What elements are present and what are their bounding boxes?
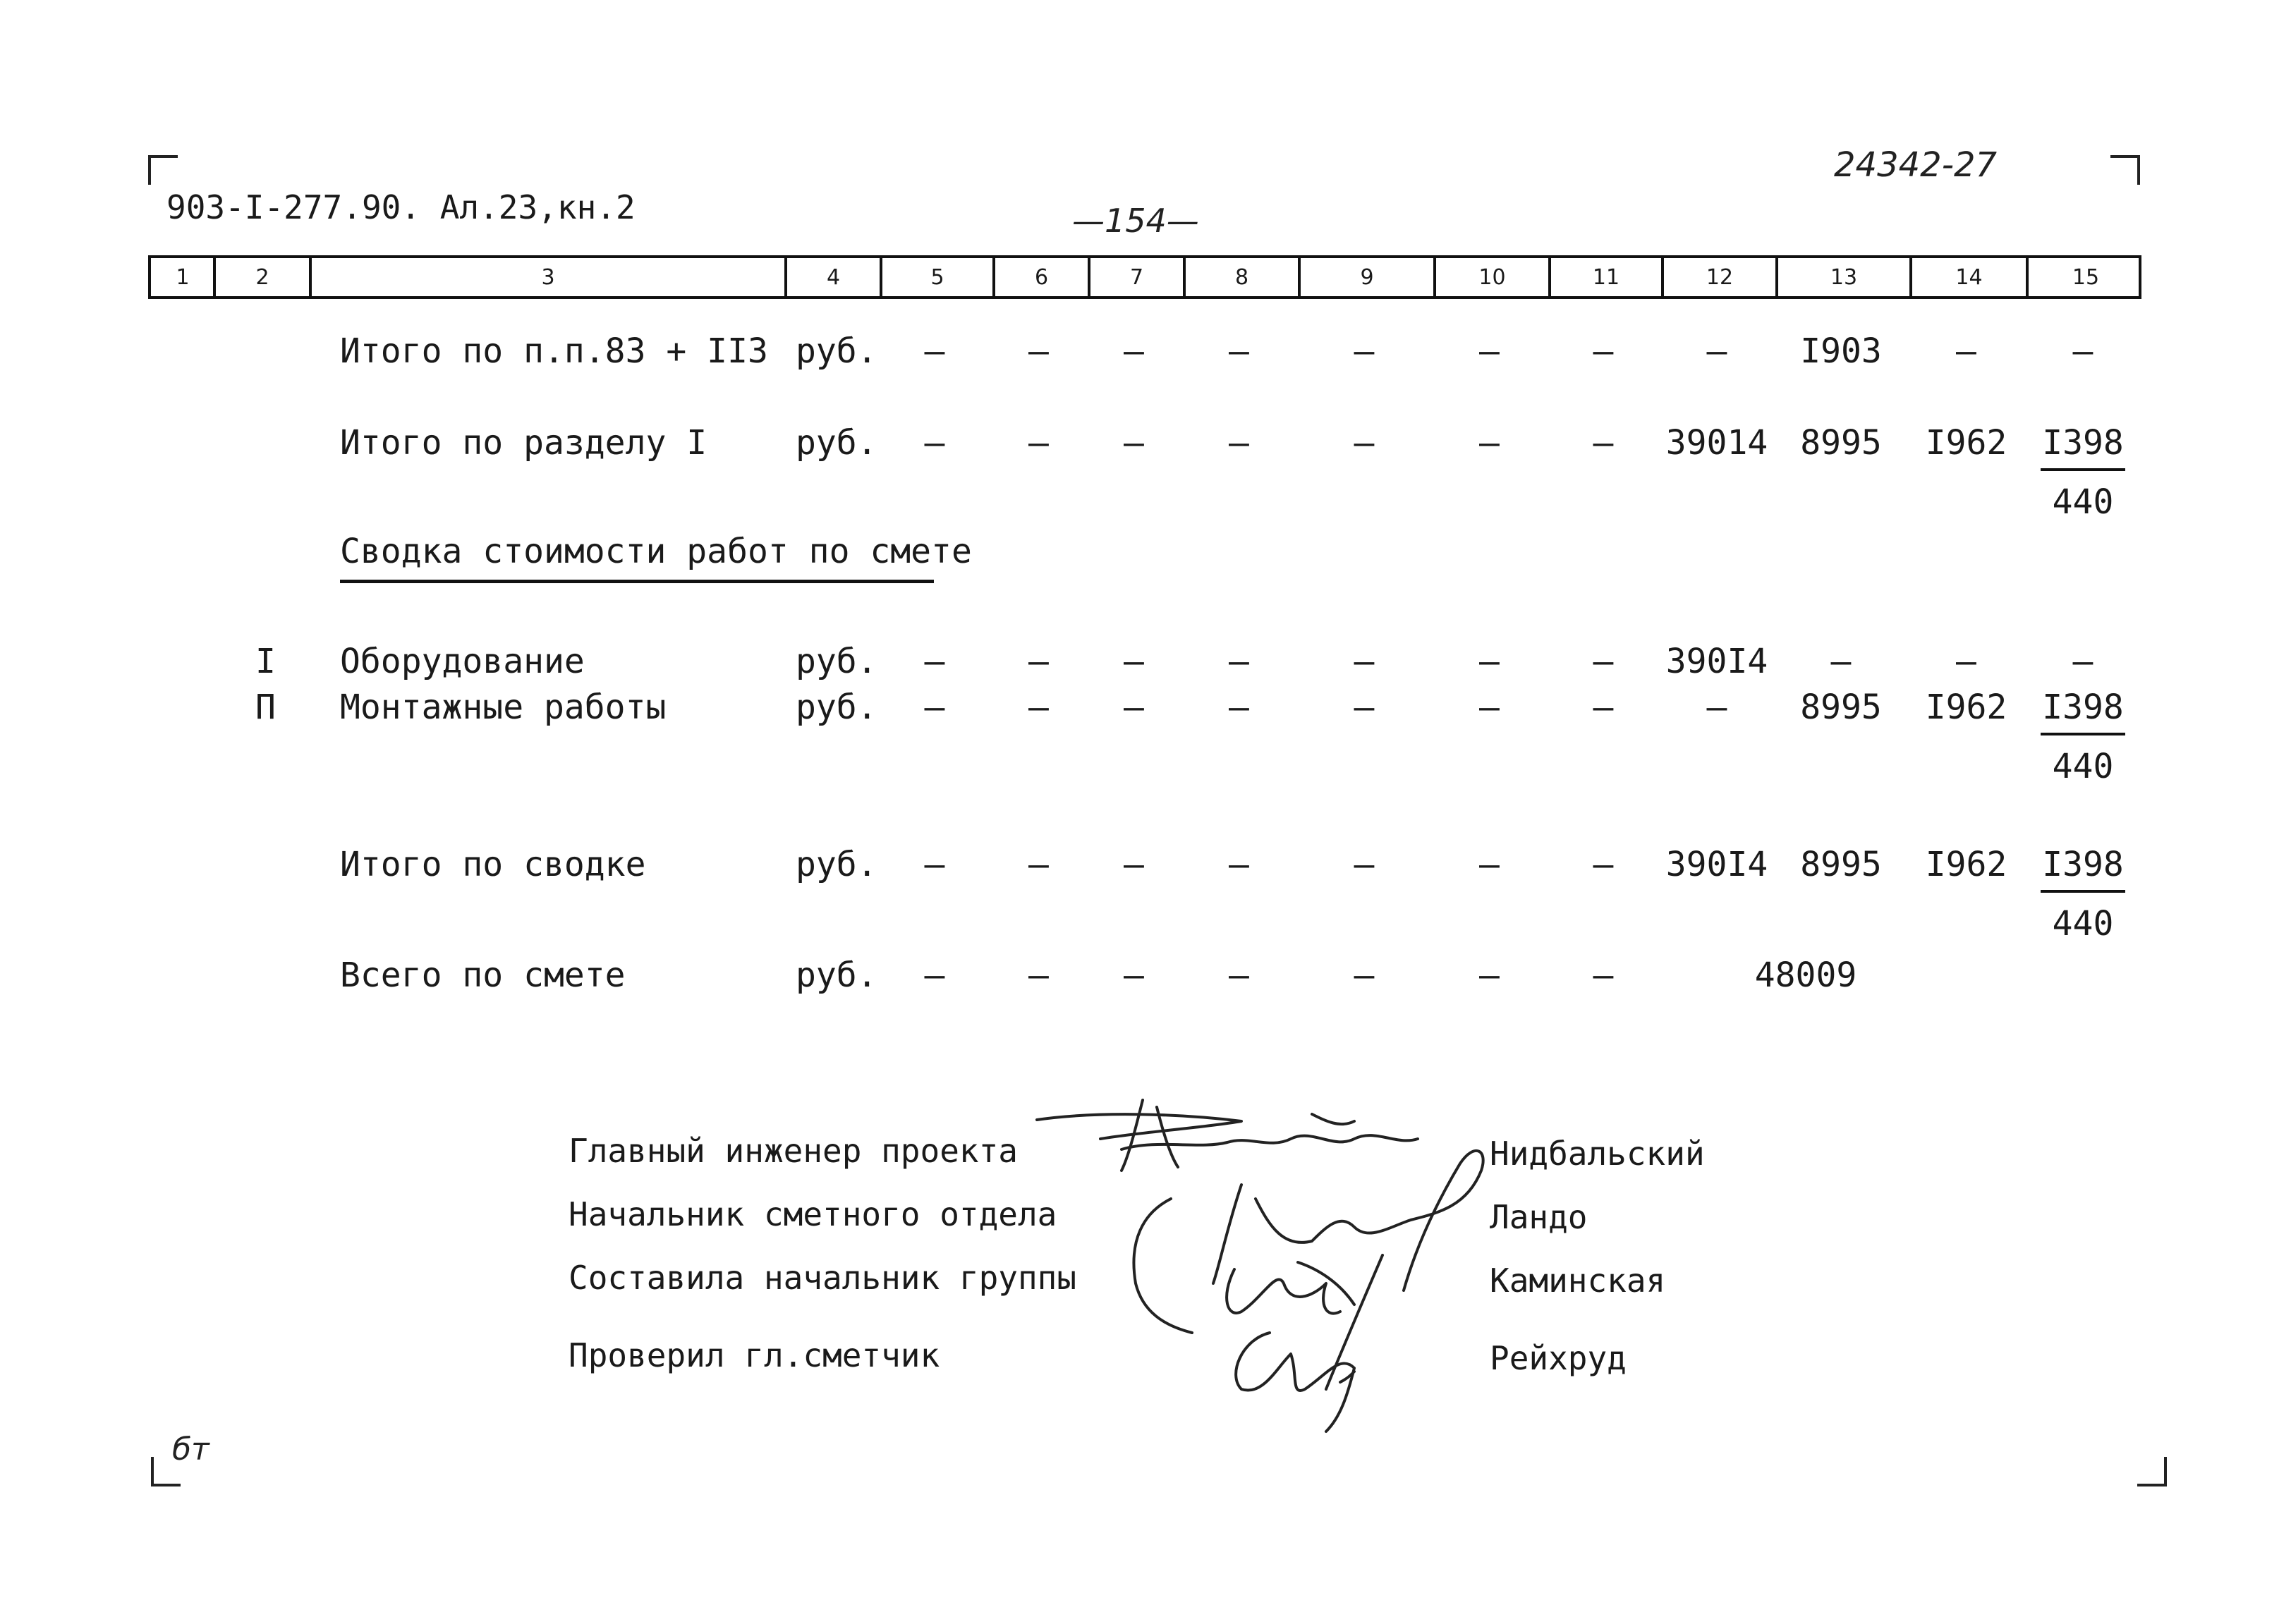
dash-cell: – [1479,688,1500,727]
value-col-15: I398 [2042,688,2124,727]
signature-name: Каминская [1490,1262,1666,1300]
dash-cell: – [1479,642,1500,681]
dash-cell: – [1593,642,1614,681]
value-col-13: I903 [1800,331,1882,371]
dash-cell: – [1593,423,1614,463]
column-header-7: 7 [1129,264,1144,290]
dash-cell: – [924,688,945,727]
dash-cell: – [1229,331,1249,371]
column-header-15: 15 [2072,264,2100,290]
dash-cell: – [924,642,945,681]
dash-cell: – [1956,331,1976,371]
column-header-2: 2 [255,264,269,290]
dash-cell: – [2072,642,2094,681]
value-col-14: I962 [1925,845,2007,884]
dash-cell: – [1028,423,1049,463]
value-col-13: 48009 [1754,956,1857,995]
row-label: Итого по п.п.83 + II3 [340,331,768,371]
row-unit: руб. [796,642,877,681]
dash-cell: – [1354,642,1375,681]
value-col-15-sub: 440 [2052,747,2114,786]
value-col-15: I398 [2042,423,2124,463]
dash-cell: – [1354,956,1375,995]
value-col-12: 390I4 [1665,642,1768,681]
section-title: Сводка стоимости работ по смете [340,532,972,571]
column-header-5: 5 [930,264,944,290]
signature-name: Ландо [1490,1198,1588,1236]
dash-cell: – [1354,688,1375,727]
dash-cell: – [1229,423,1249,463]
dash-cell: – [1124,956,1144,995]
value-col-12: 390I4 [1665,845,1768,884]
dash-cell: – [1593,331,1614,371]
row-label: Итого по разделу I [340,423,707,463]
footer-mark: бт [172,1431,209,1467]
dash-cell: – [1124,423,1144,463]
row-unit: руб. [796,688,877,727]
dash-cell: – [1124,845,1144,884]
signature-role: Проверил гл.сметчик [569,1336,940,1374]
row-number: П [255,688,276,727]
archive-number: 24342-27 [1834,145,1998,185]
dash-cell: – [1479,845,1500,884]
column-header-11: 11 [1592,264,1620,290]
row-label: Оборудование [340,642,585,681]
row-unit: руб. [796,845,877,884]
row-label: Монтажные работы [340,688,667,727]
value-col-13: 8995 [1800,423,1882,463]
dash-cell: – [1124,688,1144,727]
column-header-6: 6 [1034,264,1049,290]
signature-role: Начальник сметного отдела [569,1195,1057,1233]
column-header-10: 10 [1478,264,1506,290]
row-unit: руб. [796,423,877,463]
dash-cell: – [1830,642,1852,681]
dash-cell: – [1706,688,1727,727]
column-header-1: 1 [176,264,190,290]
dash-cell: – [1229,642,1249,681]
dash-cell: – [1593,956,1614,995]
value-col-13: 8995 [1800,688,1882,727]
row-number: I [255,642,276,681]
value-col-14: I962 [1925,423,2007,463]
value-col-12: 39014 [1665,423,1768,463]
value-col-15-sub: 440 [2052,904,2114,944]
dash-cell: – [1479,331,1500,371]
dash-cell: – [1124,642,1144,681]
dash-cell: – [1124,331,1144,371]
dash-cell: – [1229,688,1249,727]
dash-cell: – [924,331,945,371]
dash-cell: – [1028,845,1049,884]
dash-cell: – [1479,423,1500,463]
dash-cell: – [1229,845,1249,884]
column-header-3: 3 [541,264,555,290]
dash-cell: – [1354,331,1375,371]
column-header-14: 14 [1955,264,1983,290]
dash-cell: – [1706,331,1727,371]
dash-cell: – [1354,423,1375,463]
signature-role: Главный инженер проекта [569,1132,1018,1170]
signature-name: Нидбальский [1490,1135,1705,1173]
column-header-9: 9 [1360,264,1374,290]
column-header-4: 4 [826,264,841,290]
signature-role: Составила начальник группы [569,1259,1077,1297]
dash-cell: – [1028,688,1049,727]
value-col-15: I398 [2042,845,2124,884]
row-unit: руб. [796,331,877,371]
row-label: Итого по сводке [340,845,646,884]
value-col-13: 8995 [1800,845,1882,884]
signature-name: Рейхруд [1490,1339,1627,1377]
row-label: Всего по смете [340,956,626,995]
dash-cell: – [1956,642,1976,681]
document-code: 903-I-277.90. Ал.23,кн.2 [166,188,636,226]
dash-cell: – [1593,688,1614,727]
dash-cell: – [2072,331,2094,371]
column-header-13: 13 [1830,264,1858,290]
dash-cell: – [1028,642,1049,681]
dash-cell: – [1028,956,1049,995]
page-number: —154— [1072,202,1199,240]
dash-cell: – [1593,845,1614,884]
dash-cell: – [924,956,945,995]
column-header-8: 8 [1234,264,1249,290]
dash-cell: – [1354,845,1375,884]
column-header-12: 12 [1706,264,1734,290]
dash-cell: – [1479,956,1500,995]
value-col-15-sub: 440 [2052,482,2114,522]
value-col-14: I962 [1925,688,2007,727]
row-unit: руб. [796,956,877,995]
dash-cell: – [1229,956,1249,995]
dash-cell: – [924,845,945,884]
dash-cell: – [1028,331,1049,371]
dash-cell: – [924,423,945,463]
